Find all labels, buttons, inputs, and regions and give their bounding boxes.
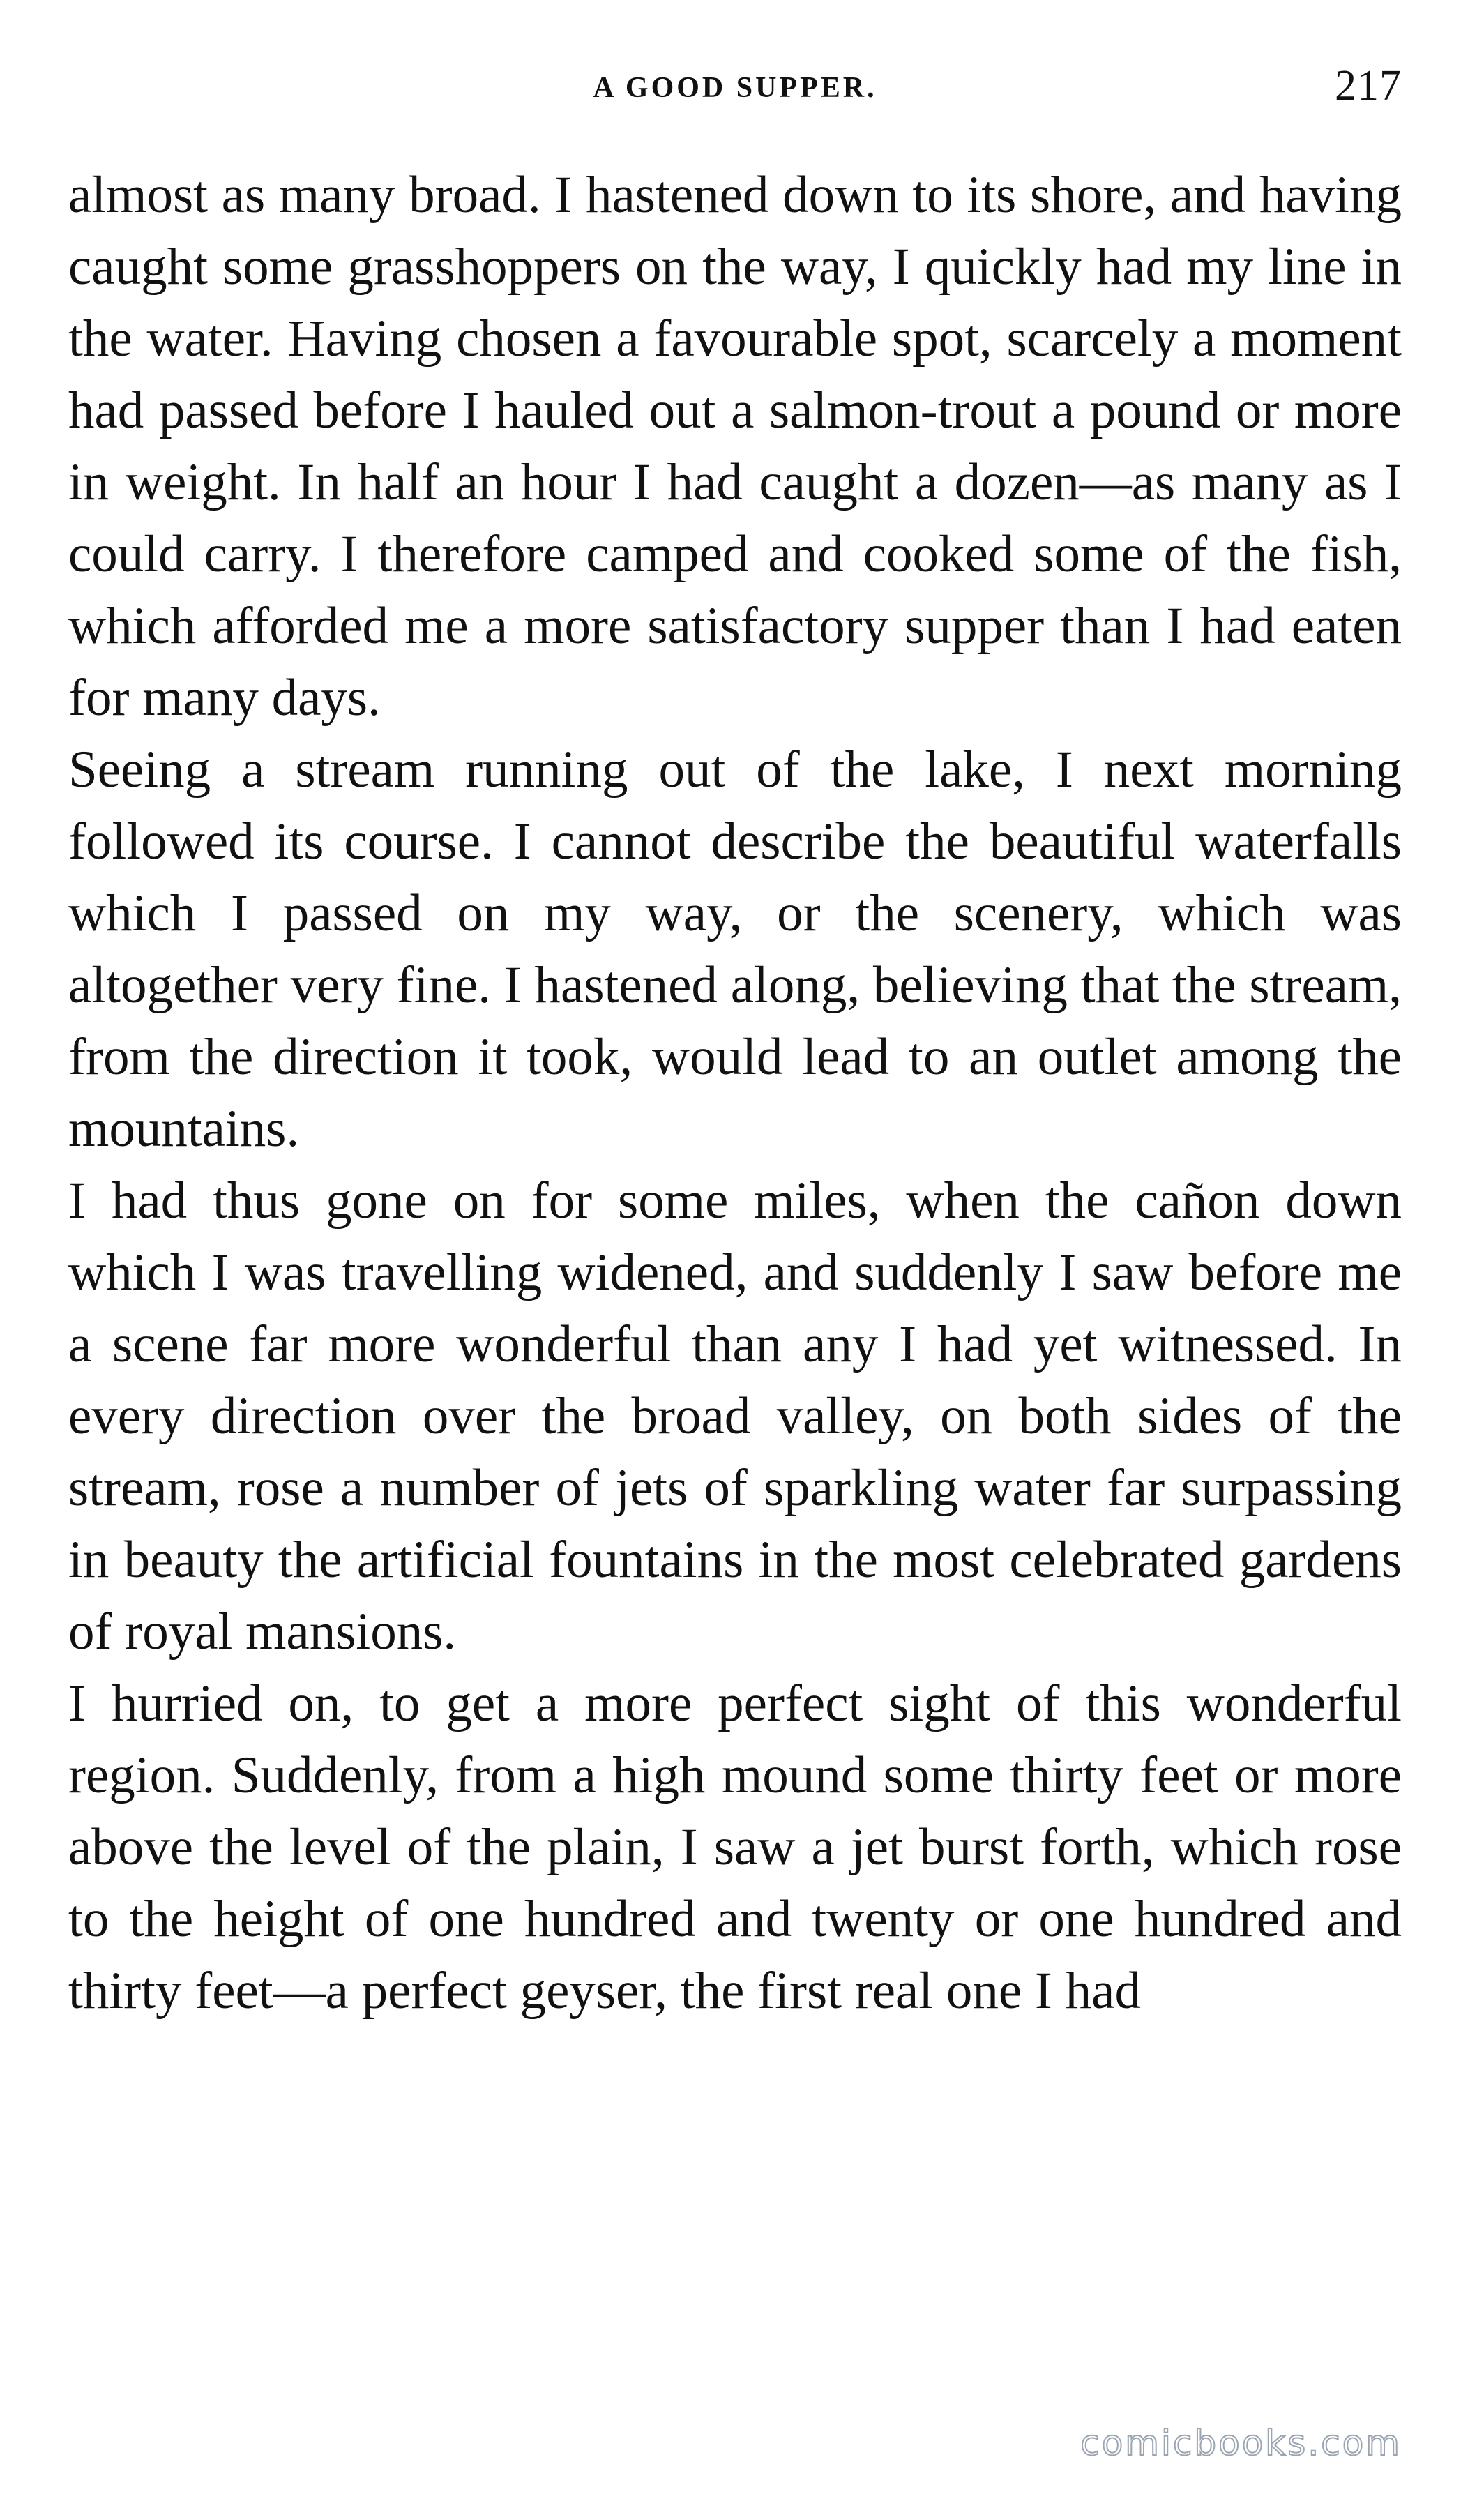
paragraph: I had thus gone on for some miles, when the cañon down which I was travelling widened, and suddenly I saw before me a scene far more wonderful than any I had yet witnessed. In every direction over the broad valley, on both sides of the stream, rose a number of jets of sparkling water far surpassing in beauty the artificial fountains in the most celebrated gardens of royal mansions.: [68, 1172, 1402, 1661]
chapter-running-title: A GOOD SUPPER.: [593, 72, 877, 104]
page-number: 217: [1335, 62, 1402, 109]
watermark: comicbooks.com: [1080, 2423, 1402, 2463]
running-head: [68, 61, 1402, 117]
paragraph: I hurried on, to get a more perfect sight of this wonderful region. Suddenly, from a high mound some thirty feet or more above the level of the plain, I saw a jet burst forth, which rose to the height of one hundred and twenty or one hundred and thirty feet—a perfect geyser, the first real one I had: [68, 1675, 1402, 2020]
body-text: [68, 159, 1402, 2027]
paragraph-continued: almost as many broad. I hastened down to its shore, and having caught some grasshoppers on the way, I quickly had my line in the water. Having chosen a favourable spot, scarcely a moment had passed before I hauled out a salmon-trout a pound or more in weight. In half an hour I had caught a dozen—as many as I could carry. I therefore camped and cooked some of the fish, which afforded me a more satisfactory supper than I had eaten for many days.: [68, 166, 1402, 727]
paragraph: Seeing a stream running out of the lake, I next morning followed its course. I cannot describe the beautiful waterfalls which I passed on my way, or the scenery, which was altogether very fine. I hastened along, believing that the stream, from the direction it took, would lead to an outlet among the mountains.: [68, 741, 1402, 1158]
